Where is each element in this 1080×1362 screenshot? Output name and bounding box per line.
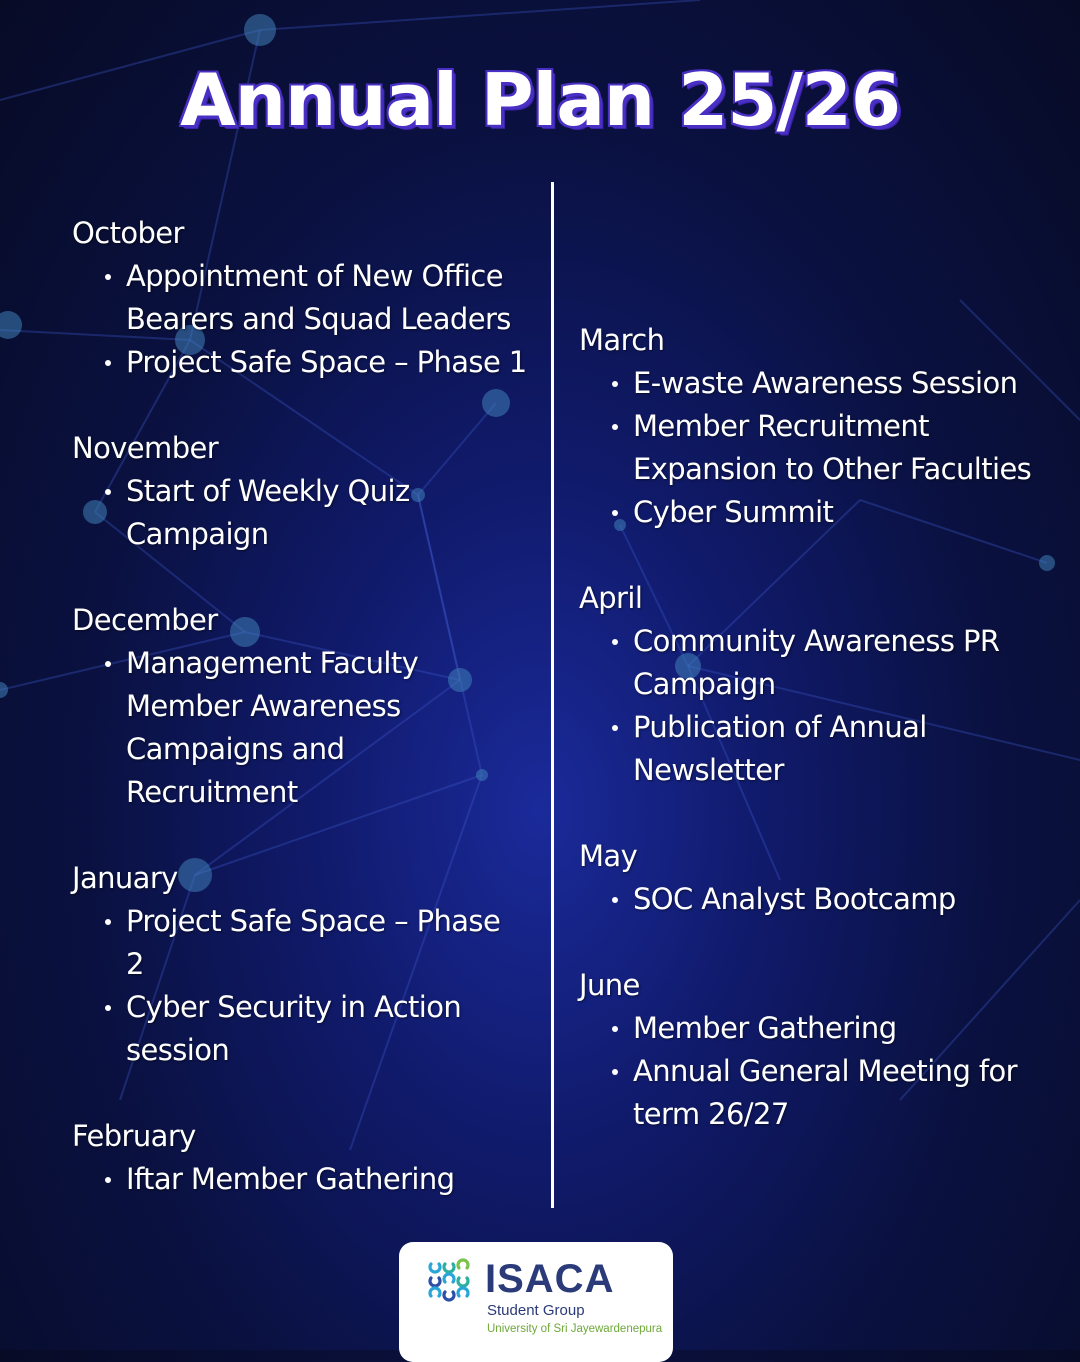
month-section-june bbox=[579, 964, 1059, 1136]
event-list bbox=[579, 878, 1059, 921]
month-heading: January bbox=[72, 861, 178, 895]
month-section-november bbox=[72, 427, 542, 556]
month-heading: October bbox=[72, 216, 184, 250]
month-section-october bbox=[72, 212, 542, 384]
event-item: Start of Weekly Quiz Campaign bbox=[126, 470, 426, 556]
event-list bbox=[579, 620, 1023, 792]
month-section-december bbox=[72, 599, 542, 814]
event-item: SOC Analyst Bootcamp bbox=[633, 878, 1059, 921]
month-heading: December bbox=[72, 603, 218, 637]
event-list bbox=[579, 362, 1059, 534]
month-section-april bbox=[579, 577, 1059, 792]
column-divider bbox=[551, 182, 554, 1208]
month-heading: February bbox=[72, 1119, 196, 1153]
month-heading: June bbox=[579, 968, 640, 1002]
month-heading: November bbox=[72, 431, 219, 465]
left-column bbox=[72, 212, 542, 1201]
month-heading: May bbox=[579, 839, 638, 873]
event-item: Project Safe Space – Phase 1 bbox=[126, 341, 542, 384]
event-list bbox=[72, 642, 456, 814]
event-list bbox=[72, 470, 426, 556]
month-section-february bbox=[72, 1115, 542, 1201]
event-list bbox=[72, 255, 542, 384]
event-item: Member Gathering bbox=[633, 1007, 1033, 1050]
month-section-may bbox=[579, 835, 1059, 921]
isaca-logo bbox=[399, 1242, 673, 1362]
month-heading: April bbox=[579, 581, 643, 615]
event-list bbox=[72, 900, 526, 1072]
event-list bbox=[72, 1158, 542, 1201]
event-item: Appointment of New Office Bearers and Squad Leaders bbox=[126, 255, 542, 341]
right-column bbox=[579, 319, 1059, 1136]
event-item: Iftar Member Gathering bbox=[126, 1158, 542, 1201]
event-item: Member Recruitment Expansion to Other Faculties bbox=[633, 405, 1059, 491]
event-item: Cyber Security in Action session bbox=[126, 986, 526, 1072]
event-item: Annual General Meeting for term 26/27 bbox=[633, 1050, 1033, 1136]
isaca-logo-icon bbox=[427, 1256, 475, 1304]
event-item: Community Awareness PR Campaign bbox=[633, 620, 1023, 706]
page-title: Annual Plan 25/26 bbox=[180, 58, 900, 142]
event-item: E-waste Awareness Session bbox=[633, 362, 1059, 405]
logo-name: ISACA bbox=[485, 1257, 615, 1301]
logo-group-label: Student Group bbox=[487, 1302, 585, 1319]
month-heading: March bbox=[579, 323, 665, 357]
event-item: Project Safe Space – Phase 2 bbox=[126, 900, 526, 986]
event-list bbox=[579, 1007, 1033, 1136]
event-item: Publication of Annual Newsletter bbox=[633, 706, 1023, 792]
month-section-march bbox=[579, 319, 1059, 534]
event-item: Management Faculty Member Awareness Campaigns and Recruitment bbox=[126, 642, 456, 814]
logo-university-label: University of Sri Jayewardenepura bbox=[487, 1323, 663, 1335]
month-section-january bbox=[72, 857, 542, 1072]
event-item: Cyber Summit bbox=[633, 491, 1059, 534]
